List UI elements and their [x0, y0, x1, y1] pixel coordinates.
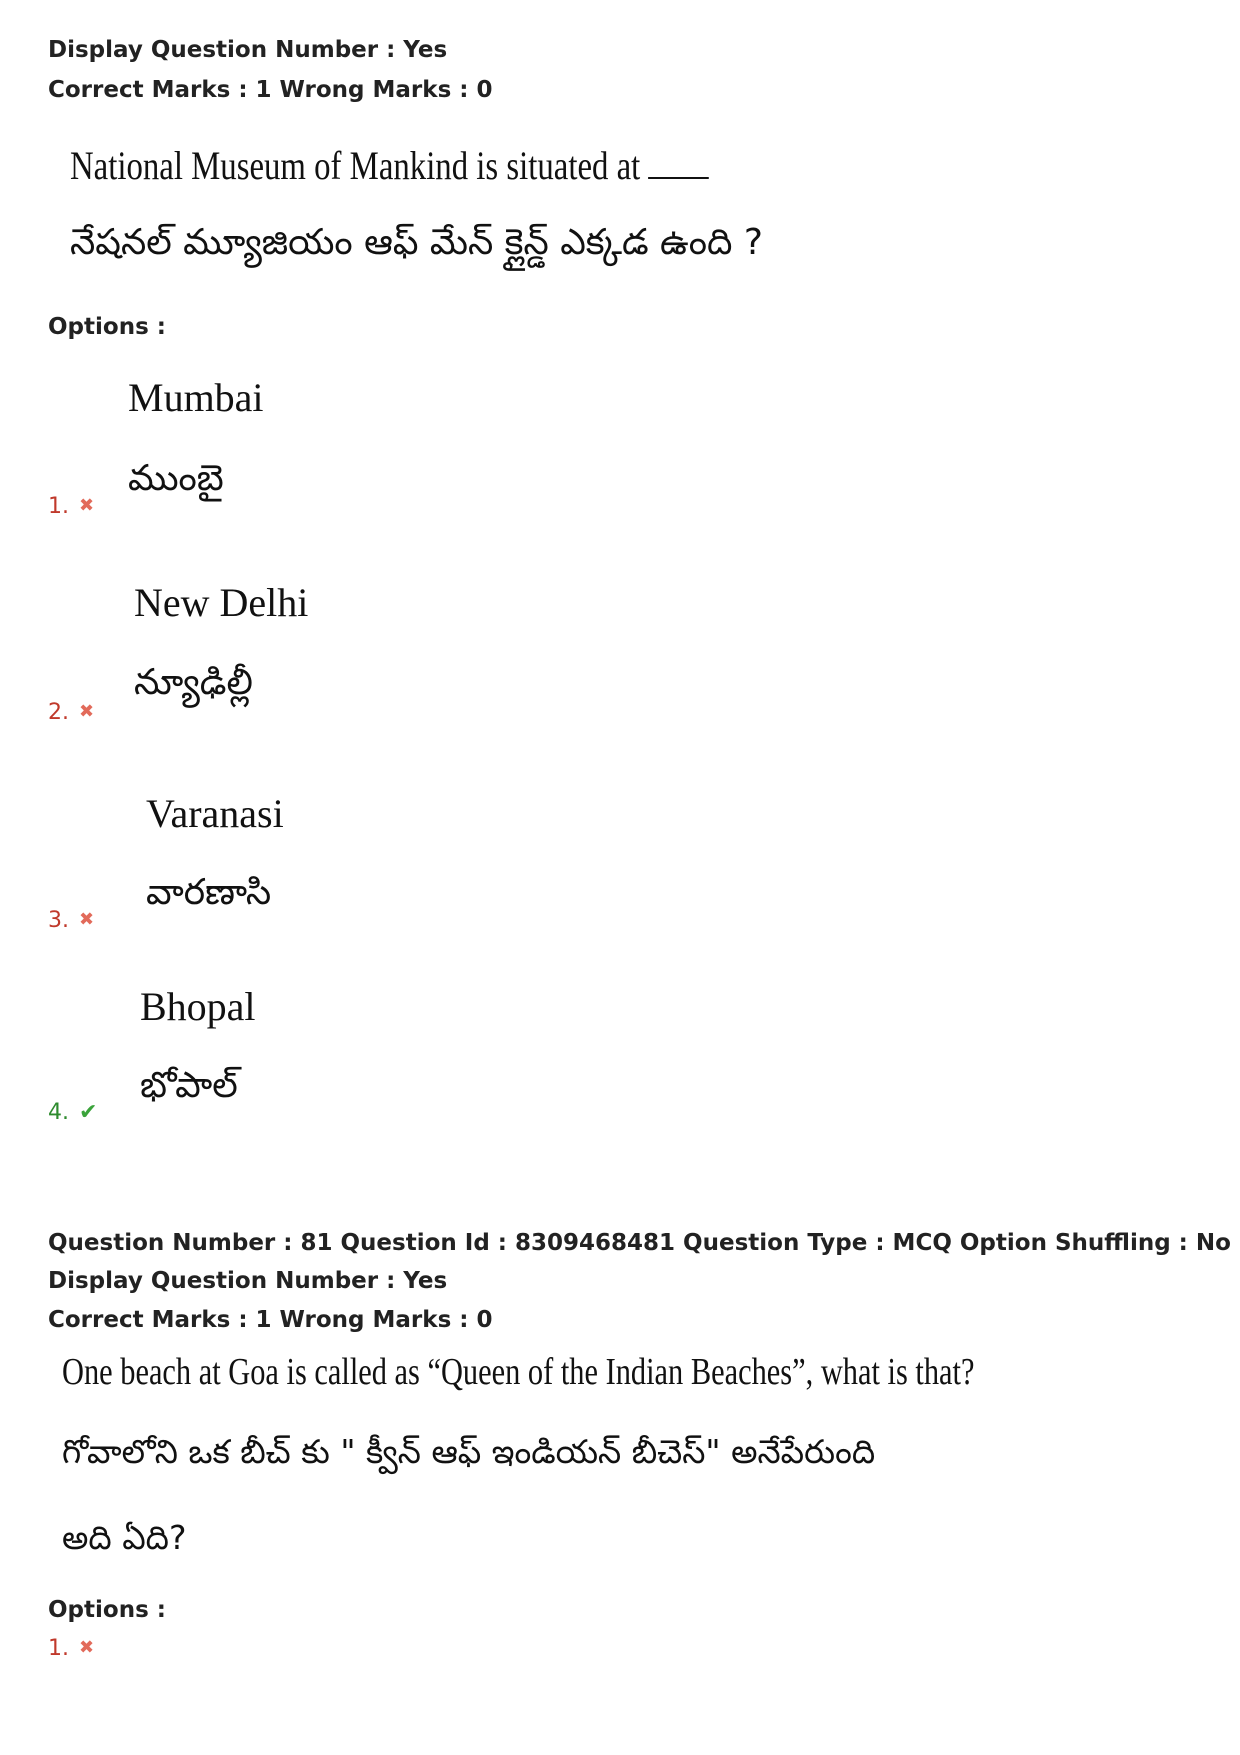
cross-icon: ✖ [79, 495, 95, 516]
question-text-english [70, 142, 709, 189]
option-2-text-english: New Delhi [134, 580, 309, 625]
option-number: 1. [48, 1636, 69, 1661]
question-text: National Museum of Mankind is situated at [70, 143, 641, 188]
cross-icon: ✖ [79, 1637, 95, 1658]
cross-icon: ✖ [79, 909, 95, 930]
option-2-number [48, 700, 94, 725]
option-1-number [48, 1636, 94, 1661]
option-1-number [48, 494, 94, 519]
option-3-text-telugu: వారణాసి [146, 872, 272, 913]
option-3-text-english: Varanasi [146, 791, 284, 836]
display-question-number: Display Question Number : Yes [48, 1268, 448, 1294]
answer-blank [648, 176, 709, 179]
question-header: Question Number : 81 Question Id : 8309468481 Question Type : MCQ Option Shuffling : No [48, 1230, 1231, 1256]
marks-info: Correct Marks : 1 Wrong Marks : 0 [48, 77, 493, 103]
option-3-number [48, 908, 94, 933]
cross-icon: ✖ [79, 701, 95, 722]
option-number: 2. [48, 700, 69, 725]
options-label: Options : [48, 314, 166, 340]
question-text-telugu: నేషనల్ మ్యూజియం ఆఫ్ మేన్ క్లైన్డ్ ఎక్కడ ఉంది ? [70, 222, 763, 263]
question-text-english: One beach at Goa is called as “Queen of the Indian Beaches”, what is that? [62, 1351, 975, 1393]
question-text-telugu-line-1: గోవాలోని ఒక బీచ్ కు " క్వీన్ ఆఫ్ ఇండియన్ బీచెస్" అనేపేరుంది [62, 1432, 876, 1471]
option-number: 4. [48, 1100, 69, 1125]
option-4-number [48, 1100, 97, 1125]
check-icon: ✔ [79, 1100, 98, 1125]
question-text-telugu-line-2: అది ఏది? [62, 1518, 187, 1557]
option-2-text-telugu: న్యూఢిల్లీ [134, 662, 253, 703]
options-label: Options : [48, 1597, 166, 1623]
option-4-text-english: Bhopal [140, 984, 256, 1029]
option-number: 1. [48, 494, 69, 519]
display-question-number: Display Question Number : Yes [48, 37, 448, 63]
marks-info: Correct Marks : 1 Wrong Marks : 0 [48, 1307, 493, 1333]
option-1-text-telugu: ముంబై [128, 458, 224, 499]
option-number: 3. [48, 908, 69, 933]
option-1-text-english: Mumbai [128, 375, 264, 420]
option-4-text-telugu: భోపాల్ [140, 1065, 238, 1106]
